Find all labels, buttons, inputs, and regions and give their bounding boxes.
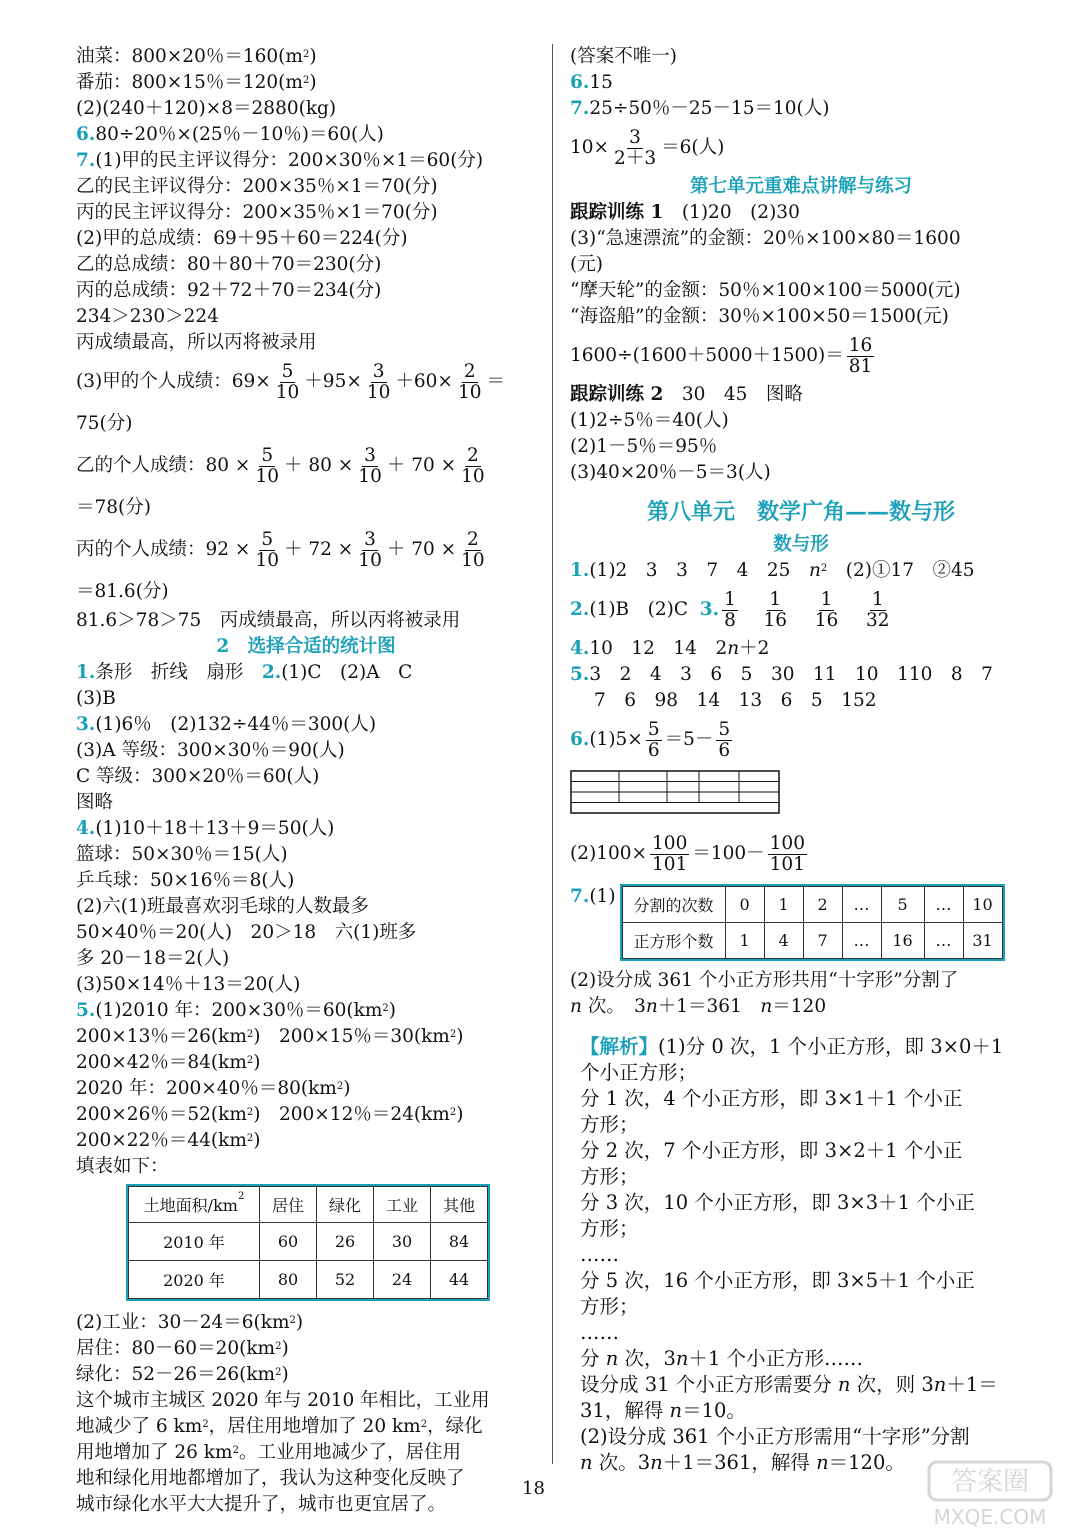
answer-line: 丙的民主评议得分：200×35％×1＝70(分) xyxy=(76,202,438,223)
fraction: $\frac{5}{10}$ xyxy=(275,360,300,403)
answer-line: 乙的民主评议得分：200×35％×1＝70(分) xyxy=(76,176,438,197)
answer-line: 6.80÷20％×(25％－10％)＝60(人) xyxy=(76,124,384,145)
analysis-line: …… xyxy=(580,1243,619,1266)
answer-line: 番茄：800×15％$=120(m^2)$ xyxy=(76,72,317,93)
answer-line: (1)2÷5％＝40(人) xyxy=(570,410,729,431)
left-column xyxy=(76,44,536,1518)
fraction: $\frac{100}{101}$ xyxy=(652,832,688,875)
answer-line: 200×22％$=44(km^2)$ xyxy=(76,1130,261,1151)
answer-line: 6.15 xyxy=(570,72,613,93)
answer-line: 2. (1)B (2)C 3. $\frac{1}{8}$ $\frac{1}{16}$ $\frac{1}{16}$ $\frac{1}{32}$ xyxy=(570,584,1032,636)
fraction: $\frac{16}{81}$ xyxy=(848,334,873,377)
answer-line: 81.6＞78＞75 丙成绩最高，所以丙将被录用 xyxy=(76,610,461,631)
answer-line: (3)A 等级：300×30％＝90(人) xyxy=(76,740,345,761)
answer-line: 4.10 12 14 2n＋2 xyxy=(570,638,770,659)
fraction: $\frac{1}{32}$ xyxy=(865,588,890,631)
table-cell: 0 xyxy=(725,887,764,923)
answer-line: C 等级：300×20％＝60(人) xyxy=(76,766,320,787)
answer-line: (2)1－5％＝95％ xyxy=(570,436,718,457)
fraction: $\frac{1}{8}$ xyxy=(724,588,736,631)
answer-line: 油菜：800×20％$=160(m^2)$ xyxy=(76,46,317,67)
answer-line: (2)六(1)班最喜欢羽毛球的人数最多 xyxy=(76,896,369,917)
fraction: $\frac{3}{10}$ xyxy=(358,528,382,571)
analysis-line: 分 2 次，7 个小正方形，即 3×2＋1 个小正 xyxy=(580,1139,963,1162)
answer-line: 跟踪训练 2 30 45 图略 xyxy=(570,384,803,405)
q7-row xyxy=(570,884,1032,968)
table-cell: 80 xyxy=(260,1261,317,1299)
answer-line: (2)工业：$30-24=6(km^2)$ xyxy=(76,1312,304,1333)
answer-line: “摩天轮”的金额：50％×100×100＝5000(元) xyxy=(570,280,961,301)
question-number: 1. xyxy=(570,560,590,581)
table-cell: 60 xyxy=(260,1223,317,1261)
answer-line: (3)50×14％＋13＝20(人) xyxy=(76,974,301,995)
answer-line: 丙的个人成绩：92 × $\frac{5}{10}$ ＋ 72 × $\frac{3}{10}$ ＋ 70 × $\frac{2}{10}$ xyxy=(76,528,485,571)
table-cell: … xyxy=(924,923,963,959)
fraction: $\frac{3}{2+3}$ xyxy=(614,126,657,169)
answer-line: (3)“急速漂流”的金额：20％×100×80＝1600 xyxy=(570,228,961,249)
table-cell: 30 xyxy=(374,1223,431,1261)
table-cell: … xyxy=(924,887,963,923)
table-header: 居住 xyxy=(260,1187,317,1223)
table-row xyxy=(622,923,1002,959)
answer-line: 图略 xyxy=(76,792,114,813)
answer-line: 绿化：$52-26=26(km^2)$ xyxy=(76,1364,289,1385)
table-cell: 7 xyxy=(803,923,842,959)
answer-line: 篮球：50×30％＝15(人) xyxy=(76,844,288,865)
answer-line: 1.(1)2 3 3 7 4 25 $n^2$ (2)①17 ②45 xyxy=(570,560,975,581)
answer-line: 7 6 98 14 13 6 5 152 xyxy=(594,690,877,711)
answer-line: 5.(1)2010 年：200×30％$=60(km^2)$ xyxy=(76,1000,396,1021)
spacer xyxy=(570,1020,1032,1034)
answer-line: 234＞230＞224 xyxy=(76,306,219,327)
question-number: 4. xyxy=(570,638,590,659)
analysis-block xyxy=(570,1034,1032,1476)
question-number: 3. xyxy=(76,714,96,735)
analysis-line: n 次。3n＋1＝361，解得 n＝120。 xyxy=(580,1451,905,1474)
fraction: $\frac{2}{10}$ xyxy=(461,444,485,487)
table-cell: 2020 年 xyxy=(129,1261,260,1299)
analysis-line: 方形； xyxy=(580,1295,639,1318)
question-number: 4. xyxy=(76,818,96,839)
table-cell: 2010 年 xyxy=(129,1223,260,1261)
squares-table xyxy=(622,886,1003,959)
question-number: 2. xyxy=(261,662,282,683)
question-number: 3. xyxy=(699,599,720,620)
answer-line: 填表如下： xyxy=(76,1156,169,1177)
fraction: $\frac{2}{10}$ xyxy=(461,528,485,571)
question-number: 6. xyxy=(570,72,590,93)
analysis-line: …… xyxy=(580,1321,619,1344)
answer-line: ＝81.6(分) xyxy=(76,581,169,602)
answer-line: 200×13％$=26(km^2)$ 200×15％$=30(km^2)$ xyxy=(76,1026,464,1047)
table-cell: 44 xyxy=(431,1261,488,1299)
table-cell: … xyxy=(842,887,881,923)
analysis-line: 个小正方形； xyxy=(580,1061,698,1084)
answer-line: (元) xyxy=(570,254,603,275)
page-number: 18 xyxy=(522,1478,545,1499)
watermark-url: MXQE.COM xyxy=(933,1505,1047,1529)
fraction: $\frac{5}{10}$ xyxy=(255,444,279,487)
question-number: 1. xyxy=(76,662,96,683)
watermark-logo xyxy=(925,1458,1055,1530)
answer-line: 跟踪训练 1 (1)20 (2)30 xyxy=(570,202,800,223)
answer-line: 50×40％＝20(人) 20＞18 六(1)班多 xyxy=(76,922,417,943)
answer-line: 多 20－18＝2(人) xyxy=(76,948,230,969)
table-cell: 16 xyxy=(881,923,924,959)
answer-line: 10× $\frac{3}{2+3}$ ＝6(人) xyxy=(570,126,725,169)
land-area-table-frame xyxy=(126,1184,490,1301)
answer-line: ＝78(分) xyxy=(76,497,151,518)
question-number: 2. xyxy=(570,599,590,620)
analysis-line: 方形； xyxy=(580,1113,639,1136)
table-cell: 31 xyxy=(963,923,1002,959)
table-header: 其他 xyxy=(431,1187,488,1223)
fraction: $\frac{1}{16}$ xyxy=(814,588,839,631)
answer-line: 地和绿化用地都增加了，我认为这种变化反映了 xyxy=(76,1468,465,1489)
analysis-label: 【解析】 xyxy=(580,1035,659,1058)
answer-line: 2020 年：200×40％$=80(km^2)$ xyxy=(76,1078,351,1099)
fraction: $\frac{5}{6}$ xyxy=(718,718,731,761)
land-area-table xyxy=(128,1186,488,1299)
table-row xyxy=(129,1261,488,1299)
table-cell: 2 xyxy=(803,887,842,923)
squares-table-frame xyxy=(620,884,1005,961)
answer-line: (2)100× $\frac{100}{101}$ ＝100－ $\frac{100}{101}$ xyxy=(570,832,805,875)
watermark-text: 答案圈 xyxy=(950,1467,1030,1497)
table-header: 绿化 xyxy=(317,1187,374,1223)
answer-line: 75(分) xyxy=(76,413,133,434)
analysis-line: 【解析】(1)分 0 次，1 个小正方形，即 3×0＋1 xyxy=(580,1035,1004,1058)
answer-line: 丙的总成绩：92＋72＋70＝234(分) xyxy=(76,280,382,301)
table-cell: 1 xyxy=(725,923,764,959)
fraction: $\frac{3}{10}$ xyxy=(366,360,391,403)
table-cell: 正方形个数 xyxy=(622,923,725,959)
question-number: 7. xyxy=(570,98,590,119)
answer-line: (2)设分成 361 个小正方形共用“十字形”分割了 xyxy=(570,970,959,991)
table-row xyxy=(622,887,1002,923)
answer-line: 7.25÷50％－25－15＝10(人) xyxy=(570,98,830,119)
answer-line: (答案不唯一) xyxy=(570,46,677,67)
table-cell: 分割的次数 xyxy=(622,887,725,923)
answer-line: 200×26％$=52(km^2)$ 200×12％$=24(km^2)$ xyxy=(76,1104,464,1125)
answer-line: n 次。 3n＋1＝361 n＝120 xyxy=(570,996,827,1017)
section-heading: 2 选择合适的统计图 xyxy=(216,636,396,657)
answer-line: 4.(1)10＋18＋13＋9＝50(人) xyxy=(76,818,335,839)
answer-line: 地减少了 6 $km^2$，居住用地增加了 20 $km^2$，绿化 xyxy=(76,1416,483,1437)
table-cell: … xyxy=(842,923,881,959)
answer-line: 居住：$80-60=20(km^2)$ xyxy=(76,1338,289,1359)
table-cell: 84 xyxy=(431,1223,488,1261)
question-number: 6. xyxy=(76,124,96,145)
answer-line: (3)40×20％－5＝3(人) xyxy=(570,462,771,483)
analysis-line: 方形； xyxy=(580,1217,639,1240)
table-cell: 10 xyxy=(963,887,1002,923)
unit-heading: 第八单元 数学广角——数与形 xyxy=(646,499,955,525)
table-cell: 26 xyxy=(317,1223,374,1261)
column-divider xyxy=(552,44,553,1464)
answer-line: 1.条形 折线 扇形 2.(1)C (2)A C xyxy=(76,662,413,683)
q7-label: (1) xyxy=(589,886,616,907)
table-row xyxy=(129,1223,488,1261)
analysis-line: 分 5 次，16 个小正方形，即 3×5＋1 个小正 xyxy=(580,1269,975,1292)
answer-line: (3)甲的个人成绩：69× $\frac{5}{10}$ ＋95× $\frac{3}{10}$ ＋60× $\frac{2}{10}$ ＝ xyxy=(76,360,505,403)
table-header: 工业 xyxy=(374,1187,431,1223)
answer-line: 用地增加了 26 $km^2$。工业用地减少了，居住用 xyxy=(76,1442,461,1463)
answer-line: 1600÷(1600＋5000＋1500)＝ $\frac{16}{81}$ xyxy=(570,334,873,377)
section-heading: 数与形 xyxy=(773,534,829,555)
table-cell: 52 xyxy=(317,1261,374,1299)
answer-line: (3)B xyxy=(76,688,116,709)
answer-line: 城市绿化水平大大提升了，城市也更宜居了。 xyxy=(76,1494,447,1515)
table-cell: 5 xyxy=(881,887,924,923)
answer-line: 乒乓球：50×16％＝8(人) xyxy=(76,870,295,891)
answer-line: 乙的个人成绩：80 × $\frac{5}{10}$ ＋ 80 × $\frac{3}{10}$ ＋ 70 × $\frac{2}{10}$ xyxy=(76,444,485,487)
fraction: $\frac{5}{6}$ xyxy=(647,718,660,761)
analysis-line: (2)设分成 361 个小正方形需用“十字形”分割 xyxy=(580,1425,970,1448)
analysis-line: 31，解得 n＝10。 xyxy=(580,1399,746,1422)
fraction: $\frac{3}{10}$ xyxy=(358,444,382,487)
table-cell: 24 xyxy=(374,1261,431,1299)
analysis-line: 分 n 次，3n＋1 个小正方形…… xyxy=(580,1347,864,1370)
answer-line: 6. (1)5× $\frac{5}{6}$ ＝5－ $\frac{5}{6}$ xyxy=(570,714,1032,766)
analysis-line: 方形； xyxy=(580,1165,639,1188)
answer-line: (2)(240＋120)×8＝2880(kg) xyxy=(76,98,337,119)
answer-line: “海盗船”的金额：30％×100×50＝1500(元) xyxy=(570,306,949,327)
table-header: 土地面积$/km^2$ xyxy=(129,1187,260,1223)
fraction: $\frac{1}{16}$ xyxy=(763,588,788,631)
question-number: 7. xyxy=(570,886,590,907)
fraction: $\frac{100}{101}$ xyxy=(769,832,805,875)
strip-diagram-wrap xyxy=(570,766,1032,828)
answer-line: 这个城市主城区 2020 年与 2010 年相比，工业用 xyxy=(76,1390,490,1411)
answer-line: 7.(1)甲的民主评议得分：200×30％×1＝60(分) xyxy=(76,150,484,171)
answer-line: 3.(1)6％ (2)132÷44％＝300(人) xyxy=(76,714,377,735)
question-number: 6. xyxy=(570,729,590,750)
answer-line: (2)甲的总成绩：69＋95＋60＝224(分) xyxy=(76,228,408,249)
unit-heading: 第七单元重难点讲解与练习 xyxy=(689,176,912,197)
analysis-line: 设分成 31 个小正方形需要分 n 次，则 3n＋1＝ xyxy=(580,1373,998,1396)
fraction: $\frac{2}{10}$ xyxy=(457,360,482,403)
strip-diagram xyxy=(570,770,782,816)
answer-line: 乙的总成绩：80＋80＋70＝230(分) xyxy=(76,254,382,275)
answer-line: 5.3 2 4 3 6 5 30 11 10 110 8 7 xyxy=(570,664,993,685)
answer-line: 丙成绩最高，所以丙将被录用 xyxy=(76,332,317,353)
analysis-line: 分 3 次，10 个小正方形，即 3×3＋1 个小正 xyxy=(580,1191,975,1214)
right-column xyxy=(570,44,1032,1476)
table-cell: 4 xyxy=(764,923,803,959)
fraction: $\frac{5}{10}$ xyxy=(255,528,279,571)
question-number: 5. xyxy=(76,1000,96,1021)
table-cell: 1 xyxy=(764,887,803,923)
answer-line: 200×42％$=84(km^2)$ xyxy=(76,1052,261,1073)
question-number: 7. xyxy=(76,150,96,171)
question-number: 5. xyxy=(570,664,590,685)
analysis-line: 分 1 次，4 个小正方形，即 3×1＋1 个小正 xyxy=(580,1087,963,1110)
land-area-table-wrap xyxy=(126,1184,536,1306)
